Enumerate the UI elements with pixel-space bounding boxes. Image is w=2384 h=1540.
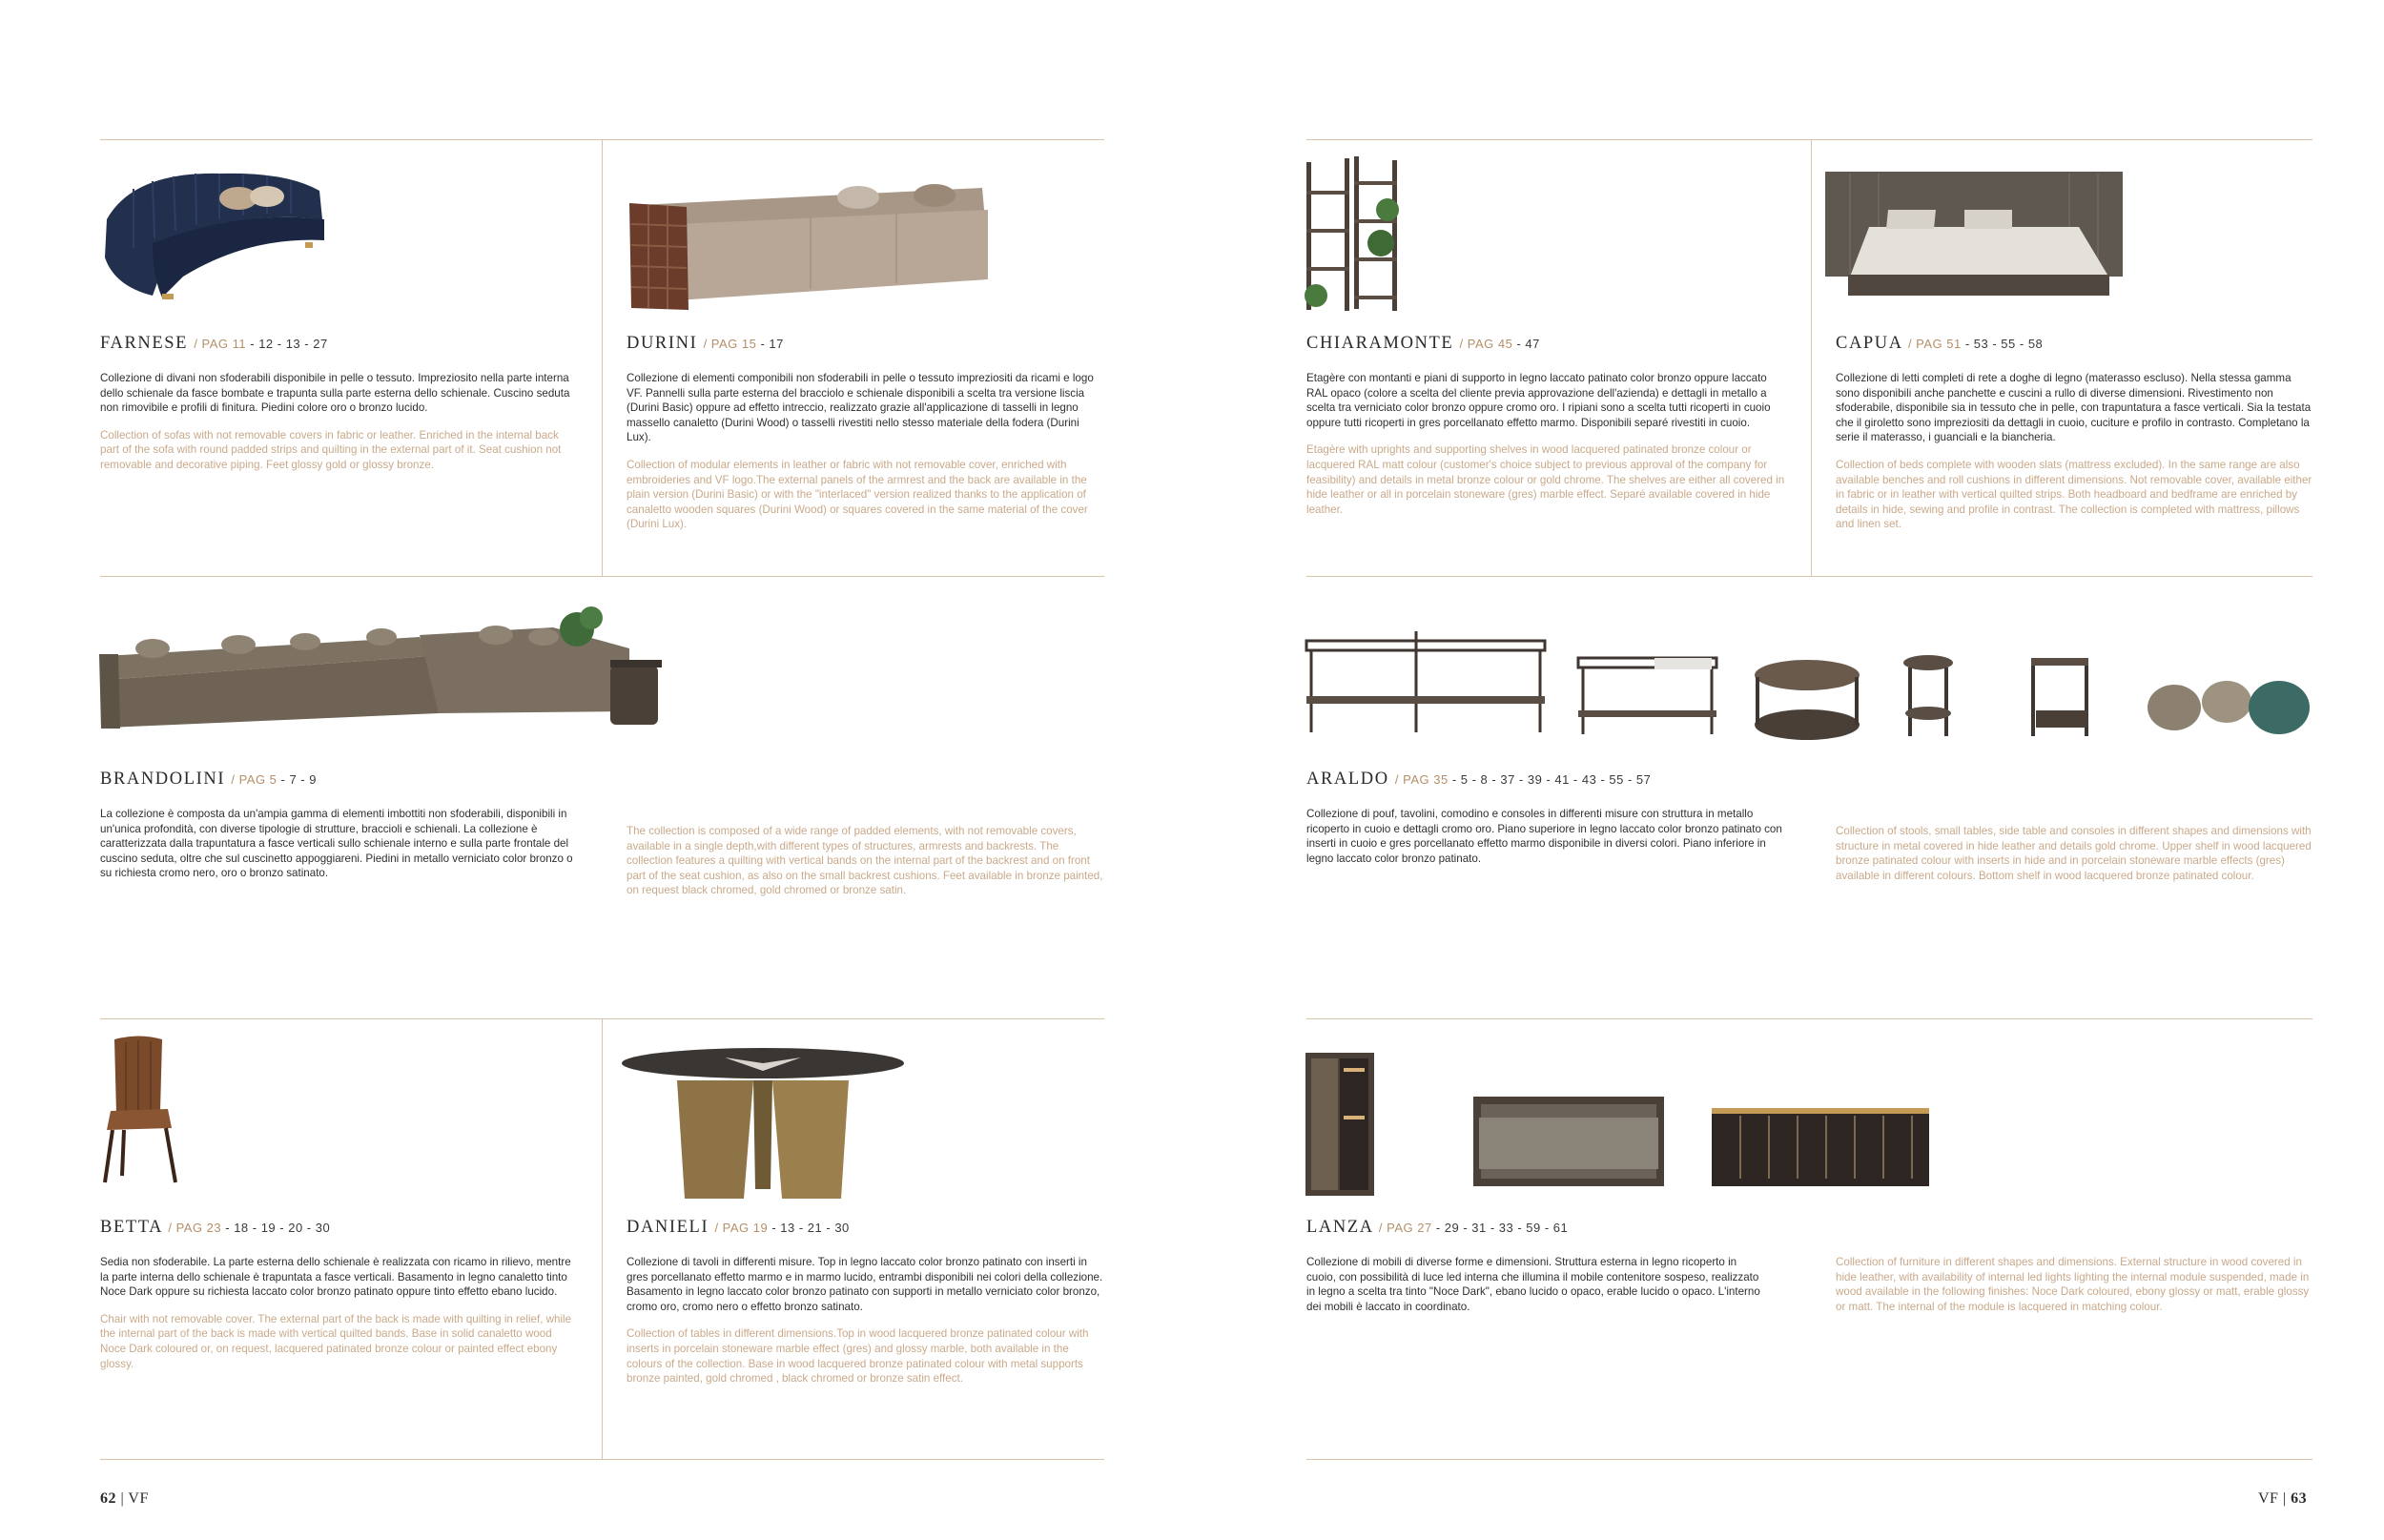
collection-name: CHIARAMONTE — [1306, 334, 1454, 353]
rule-left-mid1 — [100, 576, 1104, 577]
collection-name: FARNESE — [100, 334, 189, 353]
page-numbers: - 47 — [1512, 337, 1540, 351]
entry-title — [100, 770, 1104, 790]
entry-title — [1306, 770, 2312, 790]
italian-description: Sedia non sfoderabile. La parte esterna dello schienale è realizzata con ricamo in rilievo, mentre la parte interna dello schienale è trapuntata a fasce verticali. Basamento in legno canaletto tinto Noce Dark oppure su richiesta laccato color bronzo patinato oppure tinto effetto ebano lucido. — [100, 1256, 571, 1299]
folio-separator: | — [116, 1490, 129, 1507]
entry-title — [1836, 334, 2312, 354]
page-numbers: - 17 — [756, 337, 784, 351]
entry-chiaramonte — [1306, 334, 1788, 517]
lanza-cabinets-image — [1302, 1049, 1945, 1201]
araldo-collection-image — [1302, 620, 2317, 758]
page-folio-left — [100, 1490, 149, 1508]
capua-bed-image — [1821, 170, 2127, 313]
rule-right-bottom — [1306, 1459, 2312, 1460]
entry-title — [100, 334, 577, 354]
english-description: Etagère with uprights and supporting shelves in wood lacquered patinated bronze colour or lacquered RAL matt colour (customer's choice subject to previous approval of the company for feasibility) and details in metal bronze colour or gold chrome. The shelves are either all covered in hide leather or all in porcelain stoneware (gres) marble effect. Separé available covered in hide leather. — [1306, 443, 1785, 516]
danieli-table-image — [620, 1046, 906, 1208]
entry-title — [1306, 1218, 2312, 1238]
page-ref-label: / PAG 35 — [1394, 772, 1449, 787]
page-ref-label: / PAG 11 — [194, 337, 247, 351]
entry-araldo — [1306, 770, 2312, 882]
italian-description: Collezione di elementi componibili non sfoderabili in pelle o tessuto impreziositi da ricami e logo VF. Pannelli sulla parte esterna del bracciolo e schienale disponibili a scelta tra versione liscia (Durini Basic) oppure ad effetto intreccio, realizzato grazie all'applicazione di tasselli in legno massello canaletto (Durini Wood) o tasselli rivestiti nello stesso materiale della fodera (Durini Lux). — [627, 372, 1094, 444]
entry-title — [627, 334, 1103, 354]
entry-brandolini — [100, 770, 1104, 897]
page-numbers: - 18 - 19 - 20 - 30 — [221, 1221, 331, 1235]
italian-description: Collezione di letti completi di rete a doghe di legno (materasso escluso). Nella stessa gamma sono disponibili anche panchette e cuscini a rullo di diverse dimensioni. Rivestimento non sfoderabile, disponibile sia in tessuto che in pelle, con trapuntatura a fasce verticali. Sia la testata che il giroletto sono impreziositi da dettagli in cuoio, cuciture e profilo in contrasto. Completano la serie il materasso, i guanciali e la biancheria. — [1836, 372, 2312, 444]
english-description: Collection of modular elements in leather or fabric with not removable cover, enriched with embroideries and VF logo.The external panels of the armrest and the back are available in the plain version (Durini Basic) or with the "interlaced" version realized thanks to the application of canaletto wooden squares (Durini Wood) or squares covered in the same material of the cover (Durini Lux). — [627, 458, 1088, 531]
brandolini-sofa-image — [95, 589, 668, 732]
collection-name: CAPUA — [1836, 334, 1902, 353]
entry-capua — [1836, 334, 2312, 532]
english-description: Collection of beds complete with wooden slats (mattress excluded). In the same range are also available benches and roll cushions in different dimensions. Not removable cover, available either in fabric or in leather with vertical quilted strips. Both headboard and bedframe are enriched by details in hide, sewing and profile in contrast. The collection is completed with mattress, pillows and linen set. — [1836, 458, 2312, 531]
entry-betta — [100, 1218, 577, 1371]
page-numbers: - 29 - 31 - 33 - 59 - 61 — [1431, 1221, 1569, 1235]
italian-description: Collezione di pouf, tavolini, comodino e consoles in differenti misure con struttura in metallo ricoperto in cuoio e dettagli cromo oro. Piano superiore in legno laccato color bronzo patinato con inserti in cuoio e gres porcellanato effetto marmo disponibile in diversi colori. Piano inferiore in legno laccato color bronzo patinato. — [1306, 808, 1782, 865]
page-ref-label: / PAG 15 — [703, 337, 757, 351]
italian-description: Collezione di tavoli in differenti misure. Top in legno laccato color bronzo patinato con inserti in gres porcellanato effetto marmo e in marmo lucido, entrambi disponibili nei colori della collezione. Basamento in legno laccato color bronzo patinato con supporti in metallo verniciato color bronzo, cromo oro, cromo nero o effetto bronzo satinato. — [627, 1256, 1103, 1313]
page-number: 63 — [2291, 1490, 2308, 1507]
collection-name: ARALDO — [1306, 770, 1389, 789]
rule-right-mid2 — [1306, 1018, 2312, 1019]
english-description: Collection of tables in different dimensions.Top in wood lacquered bronze patinated colour with inserts in porcelain stoneware marble effect (gres) and glossy marble, both available in the colours of the collection. Base in wood lacquered bronze patinated colour with metal supports bronze painted, gold chromed , black chromed or bronze satin effect. — [627, 1327, 1089, 1386]
page-numbers: - 7 - 9 — [277, 772, 317, 787]
rule-right-top — [1306, 139, 2312, 140]
chiaramonte-etagere-image — [1297, 153, 1411, 315]
entry-title — [627, 1218, 1103, 1238]
vrule-right-top — [1811, 140, 1812, 576]
italian-description: Collezione di mobili di diverse forme e dimensioni. Struttura esterna in legno ricoperto in cuoio, con possibilità di luce led interna che illumina il mobile contenitore sospeso, realizzato in legno a scelta tra tinto "Noce Dark", ebano lucido o opaco, erable lucido o opaco. L'interno dei mobili è laccato in coordinato. — [1306, 1256, 1760, 1313]
italian-description: La collezione è composta da un'ampia gamma di elementi imbottiti non sfoderabili, disponibili in un'unica profondità, con diverse tipologie di strutture, braccioli e schienali. La collezione è caratterizzata dalla trapuntatura a fasce verticali sullo schienale interno e sulla parte frontale del cuscino seduta, oltre che sul cuscinetto appoggiareni. Piedini in metallo verniciato color bronzo o su richiesta cromo nero, oro o bronzo satinato. — [100, 808, 573, 880]
page-ref-label: / PAG 45 — [1459, 337, 1513, 351]
farnese-sofa-image — [95, 153, 343, 305]
page-numbers: - 53 - 55 - 58 — [1961, 337, 2044, 351]
brand-name: VF — [128, 1490, 149, 1507]
page-ref-label: / PAG 27 — [1378, 1221, 1432, 1235]
page-number: 62 — [100, 1490, 116, 1507]
rule-left-bottom — [100, 1459, 1104, 1460]
brand-name: VF — [2258, 1490, 2279, 1507]
page-numbers: - 5 - 8 - 37 - 39 - 41 - 43 - 55 - 57 — [1448, 772, 1652, 787]
page-numbers: - 12 - 13 - 27 — [246, 337, 328, 351]
collection-name: LANZA — [1306, 1218, 1373, 1237]
english-description: Chair with not removable cover. The external part of the back is made with quilting in relief, while the internal part of the back is made with vertical quilted bands. Base in solid canaletto wood Noce Dark coloured or, on request, lacquered patinated bronze colour or painted effect ebony glossy. — [100, 1312, 572, 1370]
english-description: Collection of furniture in different shapes and dimensions. External structure in wood covered in hide leather, with availability of internal led lights lighting the internal module suspended, made in wood available in the following finishes: Noce Dark coloured, ebony glossy or matt, erable glossy or matt. The internal of the module is lacquered in matching colour. — [1836, 1256, 2310, 1313]
collection-name: DURINI — [627, 334, 698, 353]
english-description: Collection of stools, small tables, side table and consoles in different shapes and dimensions with structure in metal covered in hide leather and details gold chrome. Upper shelf in wood lacquered bronze patinated colour with inserts in hide and in porcelain stoneware marble effects (gres) available in different colours. Bottom shelf in wood lacquered bronze patinated colour. — [1836, 825, 2312, 882]
italian-description: Etagère con montanti e piani di supporto in legno laccato patinato color bronzo oppure laccato RAL opaco (colore a scelta del cliente previa approvazione dell'azienda) e dettagli in metallo a scelta tra verniciato color bronzo oppure cromo oro. I ripiani sono a scelta tutti ricoperti in cuoio oppure tutti ricoperti in gres porcellanato effetto marmo. Disponibili separé rivestiti in cuoio. — [1306, 372, 1771, 429]
entry-lanza — [1306, 1218, 2312, 1314]
italian-description: Collezione di divani non sfoderabili disponibile in pelle o tessuto. Impreziosito nella parte interna dello schienale da fasce bombate e trapunta sulla parte esterna dello schienale. Cuscino seduta non rimovibile e profili di finitura. Piedini colore oro o bronzo lucido. — [100, 372, 570, 415]
english-description: The collection is composed of a wide range of padded elements, with not removable covers, available in a single depth,with different types of structures, armrests and backrests. The collection features a quilting with vertical bands on the internal part of the backrest and on front part of the seat cushion, as also on the small backrest cushions. Feet available in bronze painted, on request black chromed, gold chromed or bronze satin. — [627, 825, 1103, 897]
rule-right-mid1 — [1306, 576, 2312, 577]
page-ref-label: / PAG 51 — [1907, 337, 1962, 351]
collection-name: DANIELI — [627, 1218, 709, 1237]
folio-separator: | — [2278, 1490, 2292, 1507]
collection-name: BRANDOLINI — [100, 770, 226, 789]
vrule-left-top — [602, 140, 603, 576]
page-ref-label: / PAG 19 — [714, 1221, 769, 1235]
betta-chair-image — [95, 1035, 191, 1187]
durini-sofa-image — [620, 167, 992, 319]
entry-durini — [627, 334, 1103, 532]
vrule-left-bottom — [602, 1019, 603, 1459]
collection-name: BETTA — [100, 1218, 163, 1237]
page-ref-label: / PAG 23 — [168, 1221, 222, 1235]
entry-danieli — [627, 1218, 1103, 1386]
page-folio-right — [2258, 1490, 2307, 1508]
entry-farnese — [100, 334, 577, 473]
page-numbers: - 13 - 21 - 30 — [768, 1221, 850, 1235]
english-description: Collection of sofas with not removable covers in fabric or leather. Enriched in the internal back part of the sofa with round padded strips and quilting in the external part of it. Seat cushion not removable and decorative piping. Feet glossy gold or glossy bronze. — [100, 428, 562, 471]
entry-title — [100, 1218, 577, 1238]
entry-title — [1306, 334, 1788, 354]
page-ref-label: / PAG 5 — [231, 772, 277, 787]
